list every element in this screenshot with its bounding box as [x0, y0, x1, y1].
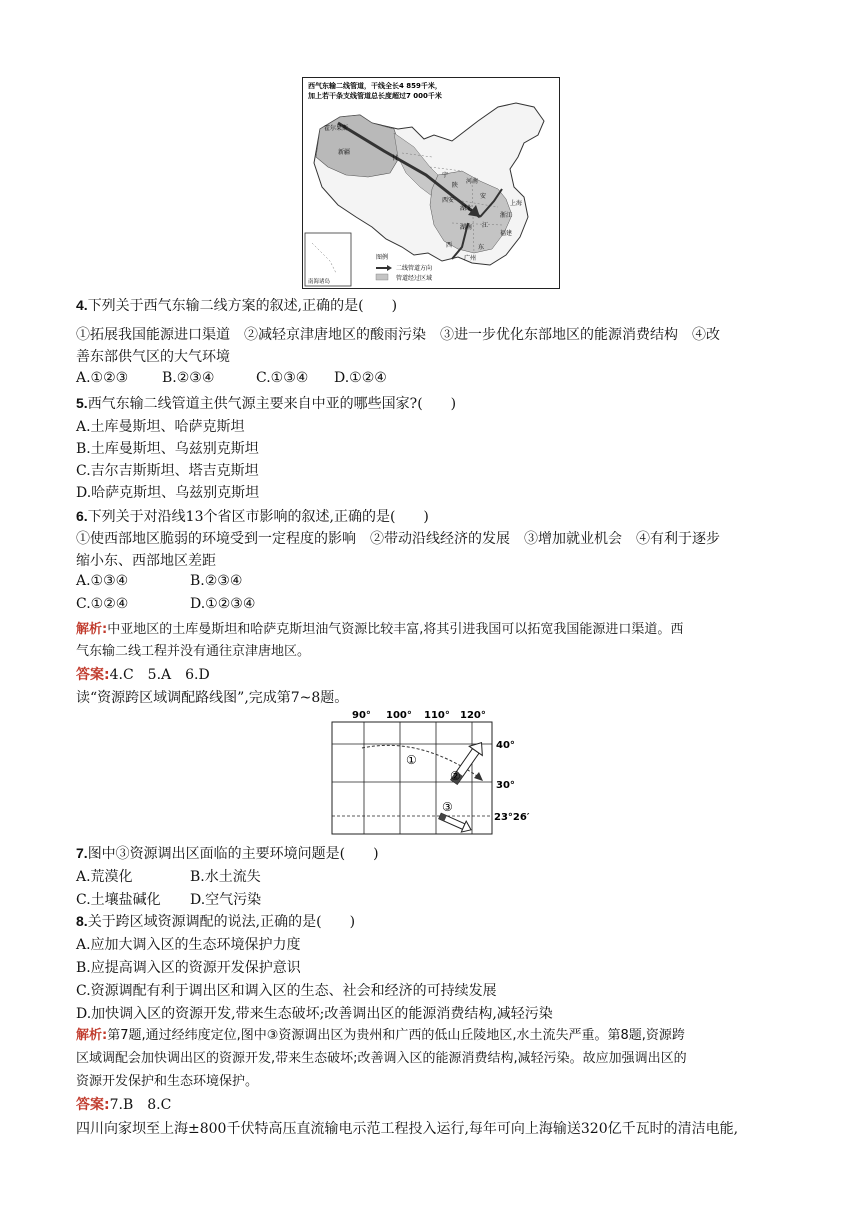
lat-40: 40°: [496, 740, 515, 751]
resource-transfer-map: [330, 708, 530, 836]
label-zhejiang: 浙江: [500, 212, 513, 219]
label-hubei: 湖北: [460, 205, 473, 212]
q5-stem-text: 西气东输二线管道主供气源主要来自中亚的哪些国家?( ): [87, 396, 457, 412]
q4-option-a[interactable]: A.①②③: [76, 370, 129, 386]
mark-3: ③: [442, 800, 453, 814]
explanation-1-label: 解析:: [76, 622, 108, 637]
label-xinjiang: 新疆: [338, 149, 351, 156]
q6-number: 6.: [76, 508, 88, 524]
lat-30: 30°: [496, 780, 515, 791]
label-fujian: 福建: [500, 230, 513, 237]
q4-option-d[interactable]: D.①②④: [334, 370, 387, 386]
answer-2-text: 7.B 8.C: [109, 1097, 172, 1113]
q4-option-c[interactable]: C.①③④: [256, 370, 309, 386]
q7-number: 7.: [76, 845, 88, 861]
q6-items-1: ①使西部地区脆弱的环境受到一定程度的影响 ②带动沿线经济的发展 ③增加就业机会 ④有利于逐步: [76, 531, 720, 547]
explanation-1-line-1: [76, 619, 683, 641]
q4-option-b[interactable]: B.②③④: [162, 370, 215, 386]
q5-option-b[interactable]: B.土库曼斯坦、乌兹别克斯坦: [76, 441, 259, 457]
mark-1: ①: [406, 753, 417, 767]
explanation-1-text-1: 中亚地区的土库曼斯坦和哈萨克斯坦油气资源比较丰富,将其引进我国可以拓宽我国能源进口渠道。西: [107, 622, 684, 637]
label-ning: 宁: [442, 172, 449, 179]
q7-stem: [76, 842, 379, 865]
label-gan: 甘: [392, 155, 399, 162]
label-xian: 西安: [442, 197, 455, 204]
q8-option-b[interactable]: B.应提高调入区的资源开发保护意识: [76, 960, 301, 976]
label-shanghai: 上海: [510, 200, 523, 207]
map1-title-1: 西气东输二线管道，干线全长4 859千米，: [308, 82, 442, 90]
q8-option-d[interactable]: D.加快调入区的资源开发,带来生态破坏;改善调出区的能源消费结构,减轻污染: [76, 1006, 553, 1022]
q8-stem: [76, 910, 355, 933]
q5-option-a[interactable]: A.土库曼斯坦、哈萨克斯坦: [76, 419, 245, 435]
answer-1-label: 答案:: [76, 667, 110, 683]
lon-110: 110°: [424, 710, 450, 721]
lat-tropic: 23°26′: [494, 812, 530, 823]
explanation-2-line-1: [76, 1025, 685, 1047]
q7-option-d[interactable]: D.空气污染: [190, 892, 262, 908]
label-hunan: 湖南: [460, 224, 473, 231]
q4-items-2: 善东部供气区的大气环境: [76, 349, 230, 365]
q6-option-c[interactable]: C.①②④: [76, 596, 129, 612]
q8-number: 8.: [76, 913, 88, 929]
legend-arrow-label: 二线管道方向: [396, 265, 433, 272]
q7-option-b[interactable]: B.水土流失: [190, 869, 261, 885]
label-an: 安: [480, 193, 487, 200]
q7-option-a[interactable]: A.荒漠化: [76, 869, 133, 885]
label-shaan: 陕: [452, 182, 459, 189]
legend-title: 图例: [376, 254, 389, 261]
label-horgos: 霍尔果斯: [324, 125, 349, 132]
q8-stem-text: 关于跨区域资源调配的说法,正确的是( ): [87, 914, 356, 930]
q7-option-c[interactable]: C.土壤盐碱化: [76, 892, 161, 908]
answer-2-label: 答案:: [76, 1097, 110, 1113]
q8-option-a[interactable]: A.应加大调入区的生态环境保护力度: [76, 937, 301, 953]
q4-number: 4.: [76, 297, 88, 313]
lon-100: 100°: [386, 710, 412, 721]
legend-area-label: 管道经过区域: [396, 275, 433, 282]
label-guangxi: 西: [446, 242, 453, 249]
south-sea-label: 南海诸岛: [308, 279, 331, 285]
explanation-2-line-3: 资源开发保护和生态环境保护。: [76, 1074, 259, 1089]
explanation-1-line-2: 气东输二线工程并没有通往京津唐地区。: [76, 644, 311, 659]
explanation-2-text-1: 第7题,通过经纬度定位,图中③资源调出区为贵州和广西的低山丘陵地区,水土流失严重。第8题,资源跨: [107, 1028, 685, 1043]
final-passage-line: 四川向家坝至上海±800千伏特高压直流输电示范工程投入运行,每年可向上海输送320亿千瓦时的清洁电能,: [76, 1121, 739, 1137]
q5-number: 5.: [76, 395, 88, 411]
q6-option-b[interactable]: B.②③④: [190, 573, 243, 589]
q8-option-c[interactable]: C.资源调配有利于调出区和调入区的生态、社会和经济的可持续发展: [76, 983, 497, 999]
label-gd: 东: [478, 244, 485, 251]
lon-90: 90°: [352, 710, 371, 721]
q7-stem-text: 图中③资源调出区面临的主要环境问题是( ): [87, 846, 379, 862]
lon-120: 120°: [460, 710, 486, 721]
q4-items-1: ①拓展我国能源进口渠道 ②减轻京津唐地区的酸雨污染 ③进一步优化东部地区的能源消费结构 ④改: [76, 327, 720, 343]
q6-option-d[interactable]: D.①②③④: [190, 596, 256, 612]
q6-items-2: 缩小东、西部地区差距: [76, 553, 216, 569]
explanation-2-label: 解析:: [76, 1028, 108, 1043]
q6-stem-text: 下列关于对沿线13个省区市影响的叙述,正确的是( ): [87, 509, 429, 525]
label-jiangxi: 江: [482, 222, 489, 229]
mark-2: ②: [450, 769, 461, 783]
q4-stem-text: 下列关于西气东输二线方案的叙述,正确的是( ): [87, 298, 398, 314]
q4-stem: [76, 294, 397, 317]
q5-stem: [76, 392, 456, 415]
q6-option-a[interactable]: A.①③④: [76, 573, 129, 589]
map1-title-2: 加上若干条支线管道总长度超过7 000千米: [308, 92, 442, 100]
q6-stem: [76, 505, 429, 528]
q5-option-c[interactable]: C.吉尔吉斯斯坦、塔吉克斯坦: [76, 463, 259, 479]
q5-option-d[interactable]: D.哈萨克斯坦、乌兹别克斯坦: [76, 485, 260, 501]
answer-2: [76, 1094, 171, 1116]
label-henan: 河南: [466, 178, 479, 185]
west-east-pipeline-map: [302, 77, 560, 289]
label-guangzhou: 广州: [464, 255, 477, 262]
answer-1: [76, 664, 210, 686]
intro-7-8: 读“资源跨区域调配路线图”,完成第7~8题。: [76, 690, 349, 706]
answer-1-text: 4.C 5.A 6.D: [109, 667, 210, 683]
explanation-2-line-2: 区域调配会加快调出区的资源开发,带来生态破坏;改善调入区的能源消费结构,减轻污染。故应加强调出区的: [76, 1051, 687, 1066]
